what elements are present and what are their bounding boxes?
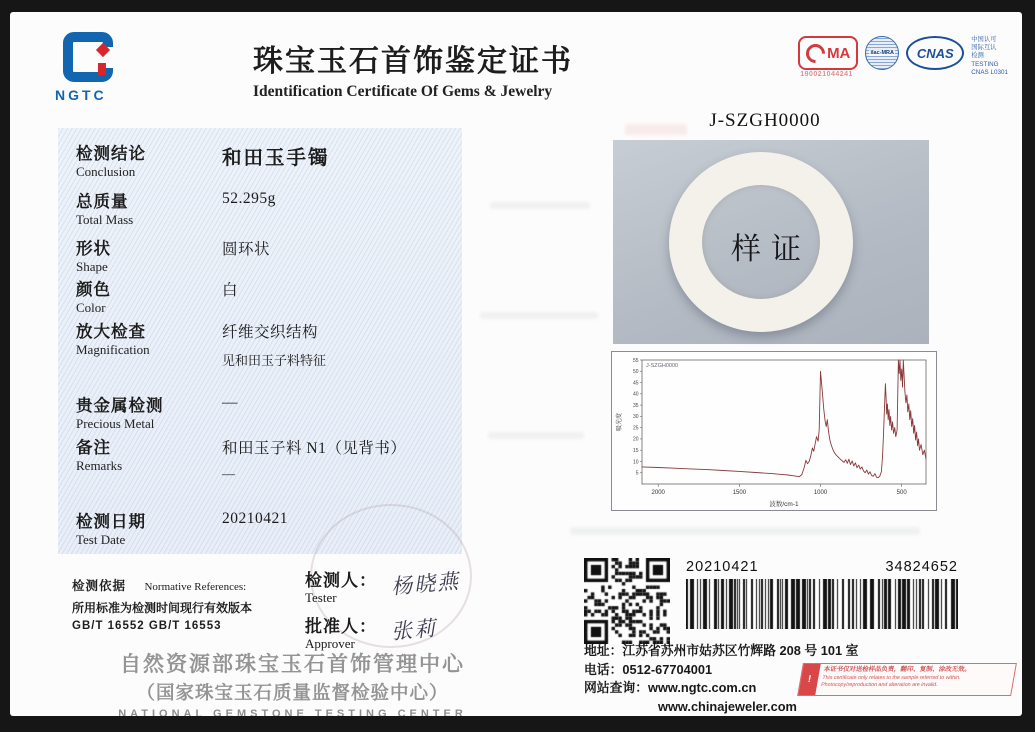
svg-text:10: 10 — [632, 459, 639, 466]
cnas-text — [971, 36, 1008, 77]
validity-notice — [797, 663, 1017, 696]
barcode — [686, 579, 958, 634]
svg-text:5: 5 — [635, 470, 639, 477]
result-field-row — [76, 392, 454, 432]
result-field-row — [76, 276, 454, 316]
address-label: 地址： — [584, 643, 623, 658]
svg-text:J-SZGH0000: J-SZGH0000 — [646, 363, 679, 369]
issuer-name-zh: 自然资源部珠宝玉石首饰管理中心 — [120, 653, 465, 676]
ghost-text — [570, 527, 920, 535]
page-subtitle: Identification Certificate Of Gems & Jewelry — [253, 83, 553, 100]
svg-text:55: 55 — [632, 357, 639, 364]
ilac-mra-icon — [865, 36, 899, 70]
notice-en-1: This certificate only relates to the sample referred to within. — [821, 674, 962, 681]
normative-references — [72, 576, 252, 632]
result-field-row — [76, 188, 454, 228]
svg-text:波数/cm-1: 波数/cm-1 — [769, 501, 799, 508]
phone-label: 电话： — [584, 661, 623, 677]
field-label-en: Total Mass — [76, 212, 134, 227]
field-label-zh: 总质量 — [76, 192, 129, 211]
spectrum-svg — [612, 352, 936, 510]
field-label-en: Precious Metal — [76, 416, 155, 431]
certificate-page — [10, 12, 1022, 716]
field-label-en: Shape — [76, 259, 108, 274]
sample-watermark: 样证 — [731, 233, 811, 266]
address-value: 江苏省苏州市姑苏区竹辉路 208 号 101 室 — [622, 643, 859, 658]
svg-text:50: 50 — [632, 369, 639, 376]
approver-label: 批准人： — [305, 617, 377, 636]
tester-label-en: Tester — [305, 590, 337, 605]
field-label-zh: 备注 — [76, 438, 111, 457]
field-value-secondary: 见和田玉子料特征 — [222, 353, 327, 368]
field-value: 和田玉子料 N1（见背书） — [222, 440, 407, 457]
website-label: 网站查询： — [584, 680, 648, 696]
cma-label: MA — [827, 44, 851, 62]
field-value: 52.295g — [222, 190, 276, 207]
cnas-mark-icon — [906, 36, 964, 70]
field-value: 白 — [222, 282, 239, 299]
svg-text:20: 20 — [632, 436, 639, 443]
svg-text:1000: 1000 — [813, 490, 828, 496]
ghost-text — [490, 202, 590, 209]
result-field-row — [76, 318, 454, 369]
qr-code — [584, 558, 670, 649]
field-label-zh: 形状 — [76, 239, 111, 258]
field-value: 纤维交织结构 — [222, 324, 319, 341]
ir-spectrum-chart — [611, 351, 937, 511]
svg-text:吸光度: 吸光度 — [617, 412, 623, 432]
field-label-en: Color — [76, 300, 106, 315]
field-label-zh: 颜色 — [76, 280, 111, 299]
field-label-en: Remarks — [76, 458, 123, 473]
certificate-number: J-SZGH0000 — [709, 110, 821, 131]
normative-label-en: Normative References: — [144, 581, 247, 593]
notice-zh: 本证书仅对送检样品负责，翻印、复制、涂改无效。 — [823, 666, 972, 673]
page-title: 珠宝玉石首饰鉴定证书 — [253, 45, 573, 78]
field-value: 20210421 — [222, 510, 288, 527]
field-label-en: Test Date — [76, 532, 126, 547]
field-label-zh: 检测结论 — [76, 144, 146, 163]
result-field-row — [76, 140, 454, 180]
issuer-name-en: NATIONAL GEMSTONE TESTING CENTER — [118, 708, 467, 716]
ghost-text — [480, 312, 598, 319]
field-value-secondary: — — [222, 466, 235, 481]
cma-mark-icon — [798, 36, 858, 78]
field-value: 和田玉手镯 — [222, 148, 330, 169]
results-panel — [58, 128, 462, 554]
phone-value: 0512-67704001 — [622, 661, 713, 677]
field-label-zh: 贵金属检测 — [76, 396, 164, 415]
website-1: www.ngtc.com.cn — [647, 680, 757, 696]
svg-text:35: 35 — [632, 402, 639, 409]
normative-standards: GB/T 16552 GB/T 16553 — [72, 620, 222, 632]
notice-en-2: Photocopy/reproduction and alteration are invalid. — [820, 681, 939, 688]
cnas-line: TESTING — [971, 60, 999, 68]
cma-number: 190021044241 — [800, 71, 853, 78]
svg-text:15: 15 — [632, 447, 639, 454]
cnas-line: 中国认可 — [971, 36, 997, 43]
svg-text:30: 30 — [632, 414, 639, 421]
field-value: 圆环状 — [222, 241, 271, 258]
barcode-date: 20210421 — [686, 559, 759, 575]
cnas-line: CNAS L0301 — [971, 68, 1008, 76]
svg-text:25: 25 — [632, 425, 639, 432]
tester-label: 检测人： — [305, 571, 377, 590]
ngtc-logo-text: NGTC — [55, 87, 107, 103]
ghost-text — [488, 432, 584, 439]
approver-signature: 张莉 — [390, 616, 439, 644]
ngtc-logo — [55, 32, 175, 103]
issuer-block — [90, 648, 495, 716]
field-label-zh: 检测日期 — [76, 512, 146, 531]
cnas-line: 国际互认 — [971, 44, 997, 52]
result-field-row — [76, 235, 454, 275]
cnas-label: CNAS — [916, 45, 954, 61]
field-label-zh: 放大检查 — [76, 322, 146, 341]
sample-photo — [613, 140, 929, 344]
svg-text:2000: 2000 — [651, 490, 665, 496]
normative-label-zh: 检测依据 — [72, 579, 127, 593]
svg-text:500: 500 — [896, 490, 907, 496]
signatures — [305, 566, 460, 658]
svg-text:45: 45 — [632, 380, 639, 387]
normative-note: 所用标准为检测时间现行有效版本 — [72, 601, 253, 615]
svg-text:1500: 1500 — [732, 490, 747, 496]
approver-label-en: Approver — [305, 636, 355, 651]
cnas-line: 检测 — [971, 52, 984, 60]
issuer-name-zh-2: （国家珠宝玉石质量监督检验中心） — [136, 682, 449, 703]
exclamation-icon: ! — [798, 664, 820, 695]
accreditation-marks — [798, 36, 1008, 77]
barcode-serial: 34824652 — [885, 559, 958, 575]
field-value: — — [222, 394, 238, 411]
ilac-label: ilac-MRA — [870, 50, 894, 56]
field-label-en: Conclusion — [76, 164, 136, 179]
website-2: www.chinajeweler.com — [658, 698, 797, 714]
ngtc-logo-icon — [63, 32, 113, 82]
result-field-row — [76, 434, 454, 482]
field-label-en: Magnification — [76, 342, 150, 357]
tester-signature: 杨晓燕 — [390, 569, 462, 599]
ghost-text — [625, 124, 687, 135]
svg-text:40: 40 — [632, 391, 639, 398]
